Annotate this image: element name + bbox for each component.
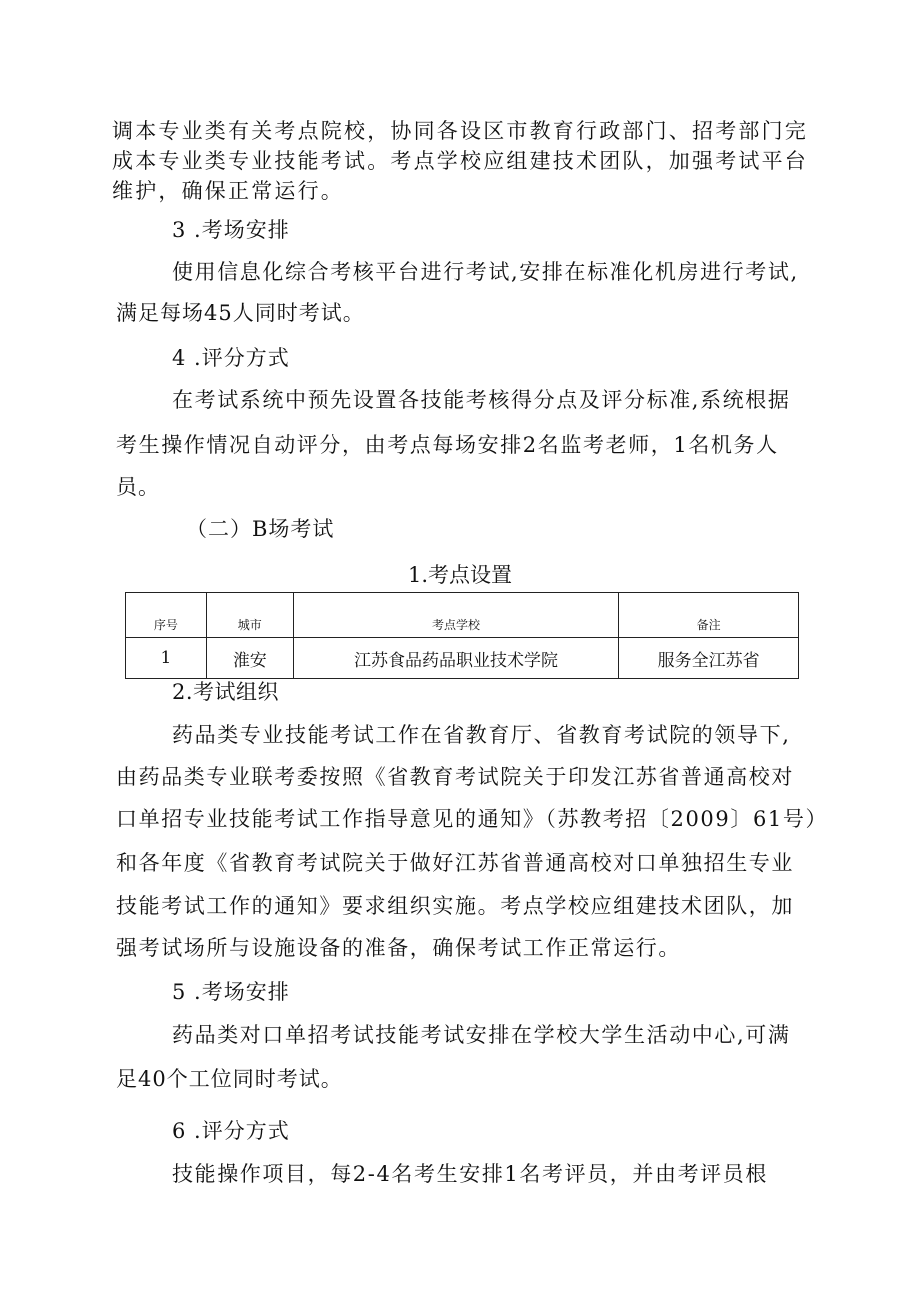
paragraph-line: 药品类专业技能考试工作在省教育厅、省教育考试院的领导下, [172, 723, 791, 747]
table-caption: 1.考点设置 [407, 563, 513, 587]
paragraph-line: 使用信息化综合考核平台进行考试,安排在标准化机房进行考试, [172, 260, 799, 284]
cell-school: 江苏食品药品职业技术学院 [293, 638, 618, 679]
paragraph-line: 满足每场45人同时考试。 [116, 301, 365, 325]
paragraph-line: 维护，确保正常运行。 [112, 179, 344, 203]
paragraph-line: 考生操作情况自动评分，由考点每场安排2名监考老师，1名机务人 [116, 433, 779, 457]
section-heading: 4 .评分方式 [172, 346, 290, 370]
paragraph-line: 在考试系统中预先设置各技能考核得分点及评分标准,系统根据 [172, 388, 791, 412]
section-heading: 5 .考场安排 [172, 980, 290, 1004]
paragraph-line: 技能考试工作的通知》要求组织实施。考点学校应组建技术团队，加 [116, 894, 794, 918]
section-heading: 3 .考场安排 [172, 218, 290, 242]
cell-note: 服务全江苏省 [619, 638, 799, 679]
paragraph-line: 成本专业类专业技能考试。考点学校应组建技术团队，加强考试平台 [112, 149, 808, 173]
cell-index: 1 [126, 638, 207, 679]
paragraph-line: 口单招专业技能考试工作指导意见的通知》（苏教考招〔2009〕61号） [116, 807, 829, 831]
section-heading: 2.考试组织 [172, 680, 280, 704]
cell-city: 淮安 [206, 638, 293, 679]
section-title: （二）B场考试 [186, 517, 335, 541]
paragraph-line: 和各年度《省教育考试院关于做好江苏省普通高校对口单独招生专业 [116, 851, 794, 875]
section-heading: 6 .评分方式 [172, 1119, 290, 1143]
header-note: 备注 [619, 593, 799, 638]
header-index: 序号 [126, 593, 207, 638]
header-school: 考点学校 [293, 593, 618, 638]
table-header-row [126, 593, 799, 638]
table-row [126, 638, 799, 679]
header-city: 城市 [206, 593, 293, 638]
paragraph-line: 足40个工位同时考试。 [116, 1067, 343, 1091]
paragraph-line: 强考试场所与设施设备的准备，确保考试工作正常运行。 [116, 936, 681, 960]
paragraph-line: 药品类对口单招考试技能考试安排在学校大学生活动中心,可满 [172, 1023, 791, 1047]
paragraph-line: 由药品类专业联考委按照《省教育考试院关于印发江苏省普通高校对 [116, 765, 794, 789]
paragraph-line: 员。 [116, 475, 160, 499]
exam-site-table [125, 592, 799, 679]
paragraph-line: 技能操作项目，每2-4名考生安排1名考评员，并由考评员根 [172, 1162, 768, 1186]
paragraph-line: 调本专业类有关考点院校，协同各设区市教育行政部门、招考部门完 [112, 119, 808, 143]
